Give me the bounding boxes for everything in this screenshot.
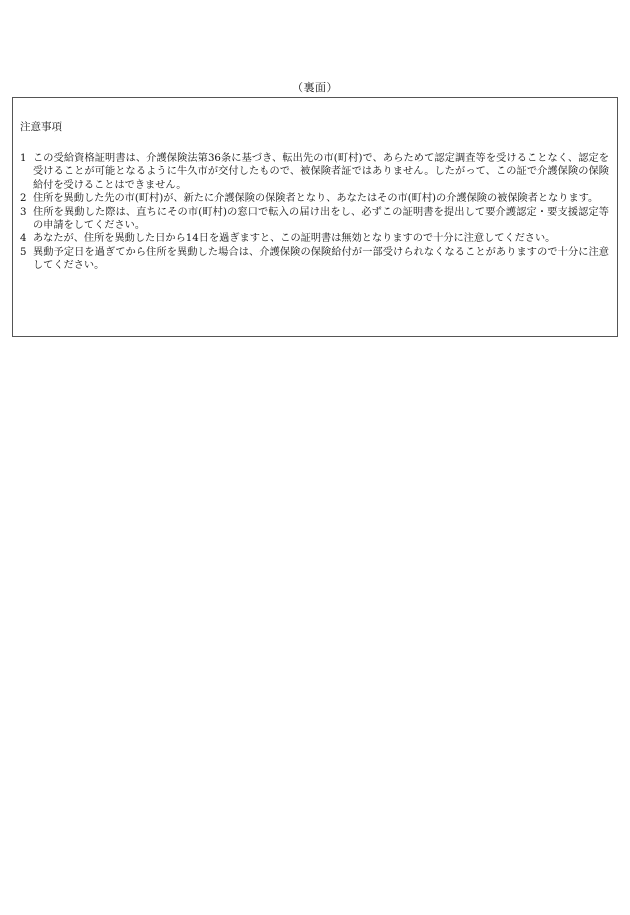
notice-item-text: 住所を異動した先の市(町村)が、新たに介護保険の保険者となり、あなたはその市(町村)の介護保険の被保険者となります。 xyxy=(33,193,599,205)
notice-list xyxy=(20,152,609,273)
notice-title: 注意事項 xyxy=(20,121,62,133)
notice-item-1 xyxy=(20,152,609,192)
notice-item-4 xyxy=(20,232,609,245)
notice-item-2 xyxy=(20,192,609,205)
notice-item-text: この受給資格証明書は、介護保険法第36条に基づき、転出先の市(町村)で、あらためて認定調査等を受けることなく、認定を受けることが可能となるように牛久市が交付したもので、被保険者証ではありません。したがって、この証で介護保険の保険給付を受けることはできません。 xyxy=(33,153,609,191)
notice-item-number: 5 xyxy=(20,246,27,258)
notice-item-text: あなたが、住所を異動した日から14日を過ぎますと、この証明書は無効となりますので十分に注意してください。 xyxy=(33,233,556,245)
notice-item-number: 2 xyxy=(20,193,27,205)
notice-item-3 xyxy=(20,206,609,233)
notice-item-number: 4 xyxy=(20,233,27,245)
notice-item-text: 住所を異動した際は、直ちにその市(町村)の窓口で転入の届け出をし、必ずこの証明書を提出して要介護認定・要支援認定等の申請をしてください。 xyxy=(33,206,609,232)
notice-item-number: 3 xyxy=(20,206,27,218)
page-side-heading: （裏面） xyxy=(292,81,338,94)
notice-box xyxy=(12,97,618,337)
notice-item-number: 1 xyxy=(20,153,27,164)
notice-item-5 xyxy=(20,246,609,273)
notice-item-text: 異動予定日を過ぎてから住所を異動した場合は、介護保険の保険給付が一部受けられなくなることがありますので十分に注意してください。 xyxy=(33,246,609,272)
